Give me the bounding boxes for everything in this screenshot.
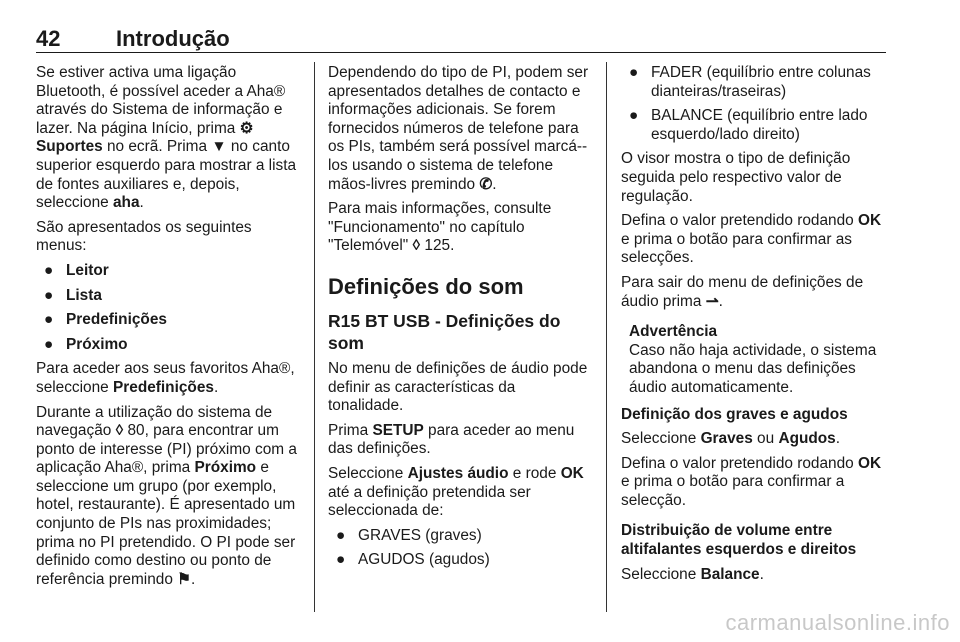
ui-label: SETUP [372, 421, 424, 439]
paragraph: O visor mostra o tipo de definição seguida pelo respectivo valor de regulação. [621, 150, 851, 205]
column-1 [36, 64, 302, 595]
chapter-title: Introdução [116, 26, 230, 51]
bullet-icon: ● [44, 335, 54, 353]
bullet-icon: ● [44, 311, 54, 329]
media-icon: ⚙ [239, 119, 254, 137]
ui-label: Ajustes áudio [407, 464, 509, 482]
list-item: ● Lista [44, 286, 102, 304]
phone-icon: ✆ [479, 175, 493, 193]
paragraph: Defina o valor pretendido rodando OK e prima o botão para confirmar as selecções. [621, 212, 882, 267]
paragraph: Para aceder aos seus favoritos Aha®, seleccione Predefinições. [36, 360, 295, 396]
subsection-heading: Definição dos graves e agudos [621, 405, 848, 423]
bullet-icon: ● [44, 286, 54, 304]
column-3 [621, 64, 887, 590]
list-item: ● Leitor [44, 261, 109, 279]
ui-label: Graves [700, 430, 753, 448]
paragraph: Durante a utilização do sistema de navegação ◊ 80, para encontrar um ponto de interesse (PI) próximo com a aplicação Aha®, prima Próximo e seleccione um grupo (por exemplo, hotel, restaurante). É apresentado um conjunto de PIs nas proximidades; prima no PI pretendido. O PI pode ser definido como destino ou ponto de referência premindo ⚑. [36, 403, 297, 588]
section-heading: Definições do som [328, 273, 524, 299]
back-icon: ⇀ [705, 292, 719, 310]
paragraph: Para sair do menu de definições de áudio prima ⇀. [621, 273, 864, 310]
paragraph: Defina o valor pretendido rodando OK e prima o botão para confirmar a selecção. [621, 454, 882, 509]
page-ref[interactable]: 80 [127, 422, 145, 440]
paragraph: Seleccione Balance. [621, 565, 764, 583]
column-divider [314, 62, 315, 612]
page-ref[interactable]: 125 [424, 237, 451, 255]
bullet-icon: ● [629, 64, 639, 81]
page-ref-icon: ◊ [115, 422, 124, 440]
list-item: ● GRAVES (graves) [336, 526, 482, 544]
header-rule [36, 52, 886, 53]
list-item: ● AGUDOS (agudos) [336, 551, 490, 569]
ui-label: OK [858, 212, 882, 230]
ui-label: aha [113, 194, 140, 212]
warning-box [629, 323, 887, 397]
paragraph: Dependendo do tipo de PI, podem ser apresentados detalhes de contacto e informações adicionais. Se forem fornecidos números de telefone para os PIs, também será possível marcá--los usando o sistema de telefone mãos-livres premindo ✆. [328, 64, 589, 193]
flag-icon: ⚑ [177, 570, 191, 588]
subsection-heading: Distribuição de volume entre altifalantes esquerdos e direitos [621, 522, 857, 559]
ui-label: OK [560, 464, 584, 482]
column-divider [606, 62, 607, 612]
ui-label: Balance [700, 565, 760, 583]
page-ref-icon: ◊ [412, 237, 421, 255]
paragraph: Seleccione Ajustes áudio e rode OK até a definição pretendida ser seleccionada de: [328, 464, 584, 520]
bullet-icon: ● [336, 551, 346, 569]
paragraph: Seleccione Graves ou Agudos. [621, 430, 841, 448]
ui-label: Próximo [194, 459, 257, 477]
bullet-icon: ● [44, 261, 54, 279]
paragraph: Prima SETUP para aceder ao menu das definições. [328, 421, 575, 458]
bullet-icon: ● [336, 526, 346, 544]
list-item: ● FADER (equilíbrio entre colunas dianteiras/traseiras) [629, 64, 871, 100]
list-item: ● Próximo [44, 335, 128, 353]
column-2 [328, 64, 594, 576]
list-item: ● BALANCE (equilíbrio entre lado esquerdo/lado direito) [629, 107, 868, 143]
ui-label: Suportes [36, 138, 103, 156]
ui-label: OK [858, 454, 882, 472]
subsection-heading: R15 BT USB - Definições do som [328, 310, 561, 353]
warning-title: Advertência [629, 323, 718, 341]
paragraph: Para mais informações, consulte "Funcionamento" no capítulo "Telemóvel" ◊ 125. [328, 200, 552, 255]
ui-label: Predefinições [113, 378, 214, 396]
list-item: ● Predefinições [44, 311, 167, 329]
bullet-icon: ● [629, 107, 639, 125]
paragraph: No menu de definições de áudio pode definir as características da tonalidade. [328, 359, 588, 415]
arrow-down-icon: ▼ [211, 138, 227, 156]
watermark: carmanualsonline.info [725, 610, 950, 635]
ui-label: Agudos [778, 430, 836, 448]
warning-text: Caso não haja actividade, o sistema abandona o menu das definições áudio automaticamente. [629, 341, 877, 396]
paragraph: Se estiver activa uma ligação Bluetooth, é possível aceder a Aha® através do Sistema de informação e lazer. Na página Início, prima ⚙Suportes no ecrã. Prima ▼ no canto superior esquerdo para mostrar a lista de fontes auxiliares e, depois, seleccione aha. [36, 64, 297, 212]
page-number: 42 [36, 26, 61, 51]
paragraph: São apresentados os seguintes menus: [36, 218, 252, 255]
